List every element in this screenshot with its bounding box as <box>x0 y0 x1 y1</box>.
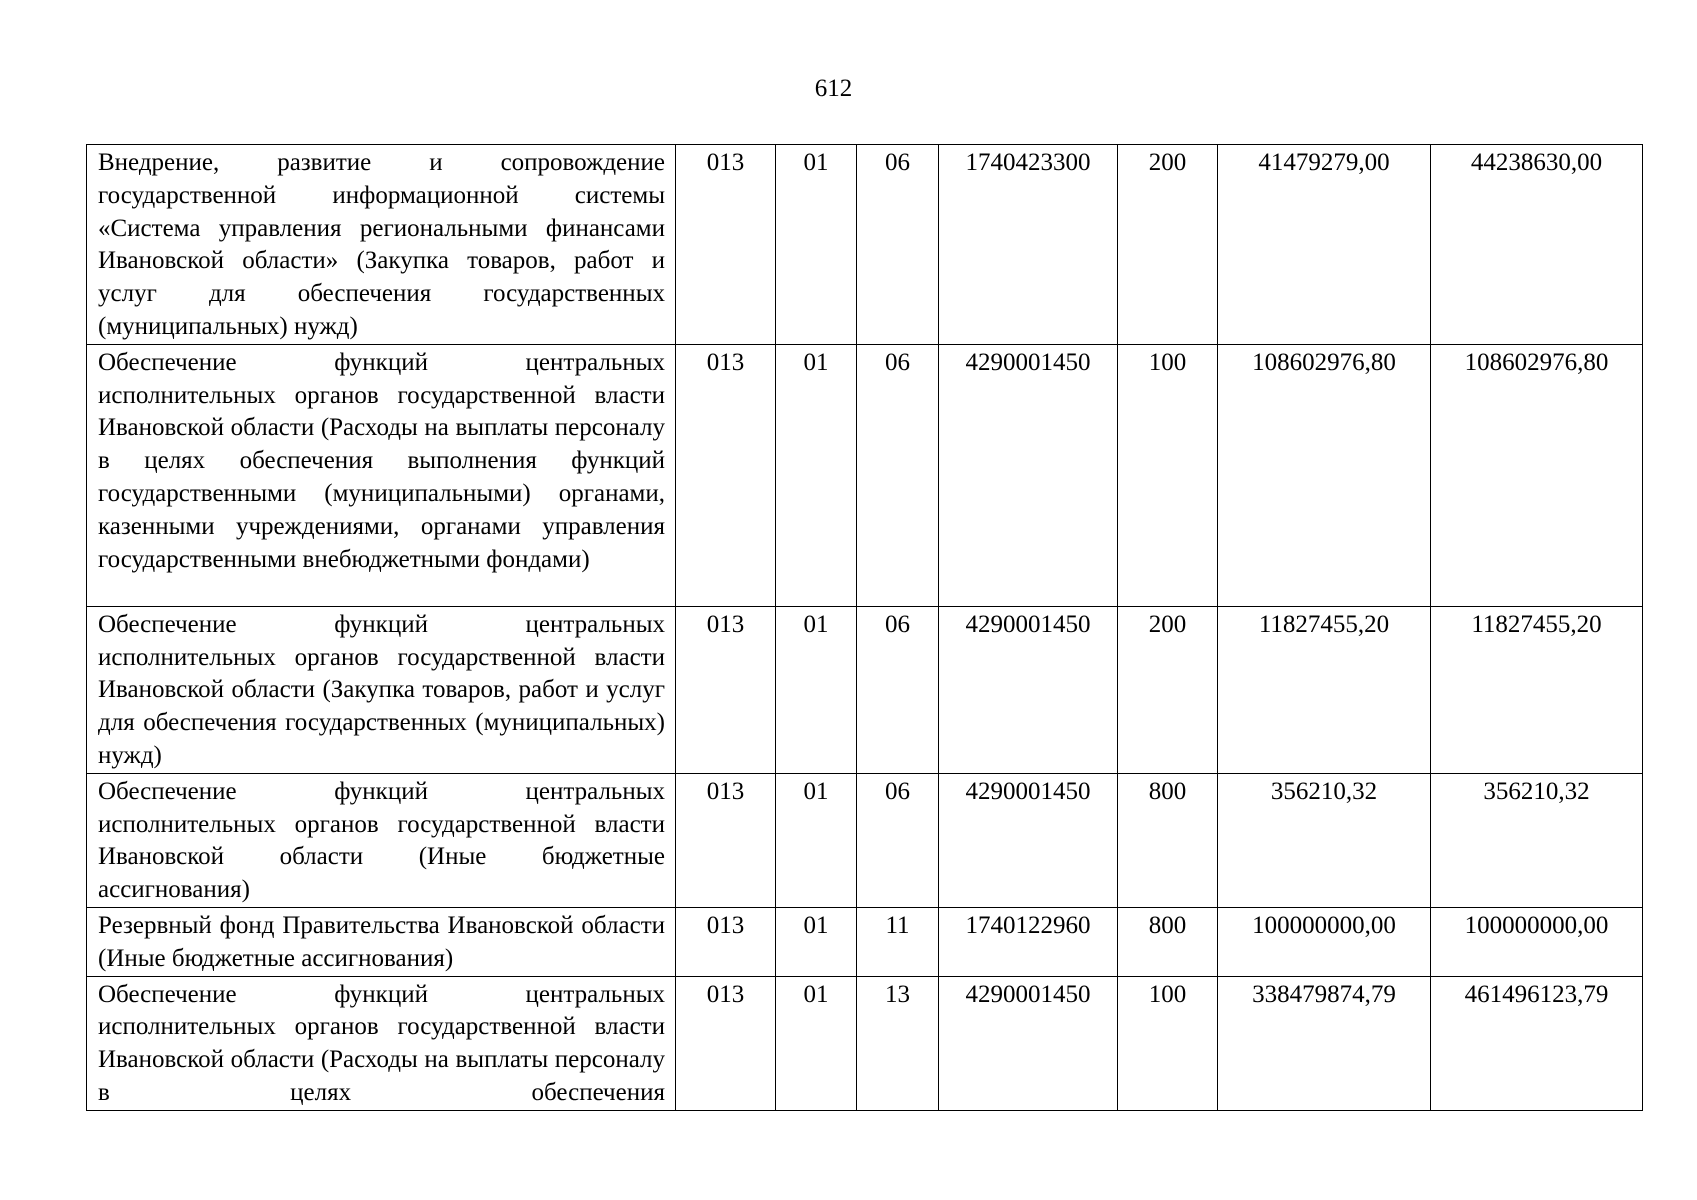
amount-year-1: 11827455,20 <box>1218 606 1431 773</box>
amount-year-2: 108602976,80 <box>1431 344 1643 606</box>
ministry-code: 013 <box>676 145 776 345</box>
subsection-code: 06 <box>857 606 939 773</box>
section-code: 01 <box>776 606 857 773</box>
table-row <box>87 773 1643 907</box>
amount-year-1: 100000000,00 <box>1218 907 1431 976</box>
section-code: 01 <box>776 976 857 1110</box>
target-article-code: 1740423300 <box>939 145 1118 345</box>
expense-type-code: 200 <box>1118 145 1218 345</box>
page-number: 612 <box>814 75 853 102</box>
row-description: Обеспечение функций центральных исполнительных органов государственной власти Ивановской области (Расходы на выплаты персоналу в целях обеспечения выполнения функций государственными (муниципальными) органами, казенными учреждениями, органами управления государственными внебюджетными фондами) <box>87 344 676 606</box>
expense-type-code: 200 <box>1118 606 1218 773</box>
table-row <box>87 344 1643 606</box>
row-description: Внедрение, развитие и сопровождение государственной информационной системы «Система управления региональными финансами Ивановской области» (Закупка товаров, работ и услуг для обеспечения государственных (муниципальных) нужд) <box>87 145 676 345</box>
amount-year-2: 100000000,00 <box>1431 907 1643 976</box>
subsection-code: 13 <box>857 976 939 1110</box>
ministry-code: 013 <box>676 773 776 907</box>
section-code: 01 <box>776 773 857 907</box>
subsection-code: 11 <box>857 907 939 976</box>
amount-year-2: 11827455,20 <box>1431 606 1643 773</box>
ministry-code: 013 <box>676 606 776 773</box>
amount-year-2: 461496123,79 <box>1431 976 1643 1110</box>
expense-type-code: 800 <box>1118 773 1218 907</box>
row-description: Обеспечение функций центральных исполнительных органов государственной власти Ивановской области (Закупка товаров, работ и услуг для обеспечения государственных (муниципальных) нужд) <box>87 606 676 773</box>
expense-type-code: 800 <box>1118 907 1218 976</box>
expense-type-code: 100 <box>1118 344 1218 606</box>
amount-year-1: 338479874,79 <box>1218 976 1431 1110</box>
section-code: 01 <box>776 344 857 606</box>
table-row <box>87 907 1643 976</box>
amount-year-1: 41479279,00 <box>1218 145 1431 345</box>
amount-year-1: 356210,32 <box>1218 773 1431 907</box>
target-article-code: 4290001450 <box>939 773 1118 907</box>
subsection-code: 06 <box>857 344 939 606</box>
target-article-code: 4290001450 <box>939 344 1118 606</box>
subsection-code: 06 <box>857 145 939 345</box>
amount-year-1: 108602976,80 <box>1218 344 1431 606</box>
section-code: 01 <box>776 907 857 976</box>
target-article-code: 4290001450 <box>939 606 1118 773</box>
target-article-code: 4290001450 <box>939 976 1118 1110</box>
ministry-code: 013 <box>676 976 776 1110</box>
table-row <box>87 976 1643 1110</box>
table-row <box>87 606 1643 773</box>
budget-table <box>86 144 1643 1111</box>
ministry-code: 013 <box>676 907 776 976</box>
section-code: 01 <box>776 145 857 345</box>
amount-year-2: 44238630,00 <box>1431 145 1643 345</box>
row-description: Обеспечение функций центральных исполнительных органов государственной власти Ивановской области (Расходы на выплаты персоналу в целях обеспечения <box>87 976 676 1110</box>
subsection-code: 06 <box>857 773 939 907</box>
amount-year-2: 356210,32 <box>1431 773 1643 907</box>
row-description: Резервный фонд Правительства Ивановской области (Иные бюджетные ассигнования) <box>87 907 676 976</box>
row-description: Обеспечение функций центральных исполнительных органов государственной власти Ивановской области (Иные бюджетные ассигнования) <box>87 773 676 907</box>
table-row <box>87 145 1643 345</box>
expense-type-code: 100 <box>1118 976 1218 1110</box>
ministry-code: 013 <box>676 344 776 606</box>
target-article-code: 1740122960 <box>939 907 1118 976</box>
